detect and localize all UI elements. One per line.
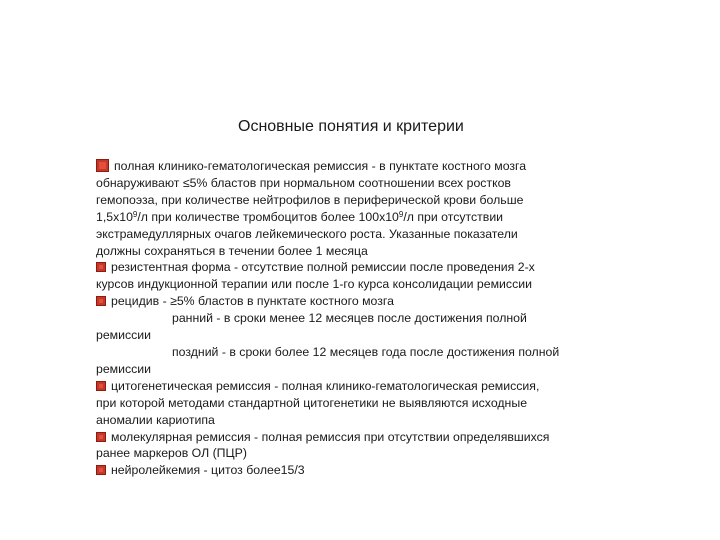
list-item-text: ремиссии (96, 328, 152, 343)
list-item-text (96, 209, 626, 226)
list-item-molecular-remission (96, 429, 626, 463)
list-item-text: цитогенетическая ремиссия - полная клинико-гематологическая ремиссия, (111, 378, 540, 393)
list-item-text: ремиссии (96, 361, 152, 376)
text-fragment: 1,5х10 (96, 209, 133, 224)
list-item-text: ранее маркеров ОЛ (ПЦР) (96, 446, 247, 461)
red-square-bullet-icon (96, 262, 106, 272)
red-square-bullet-icon (96, 296, 106, 306)
list-item-text: рецидив - ≥5% бластов в пунктате костного мозга (111, 294, 394, 309)
red-square-bullet-icon (96, 381, 106, 391)
list-item-text: ранний - в сроки менее 12 месяцев после достижения полной (172, 311, 527, 326)
list-item-text: поздний - в сроки более 12 месяцев года после достижения полной (172, 344, 560, 359)
list-item-relapse (96, 293, 626, 378)
red-square-bullet-icon (96, 465, 106, 475)
list-item-neuroleukemia (96, 462, 626, 479)
list-item-text: курсов индукционной терапии или после 1-го курса консолидации ремиссии (96, 277, 532, 292)
list-item-text: экстрамедуллярных очагов лейкемического роста. Указанные показатели (96, 226, 518, 241)
list-item-text: гемопоэза, при количестве нейтрофилов в периферической крови больше (96, 192, 524, 207)
red-square-bullet-icon (96, 432, 106, 442)
list-item-text: резистентная форма - отсутствие полной ремиссии после проведения 2-х (111, 260, 535, 275)
list-item-text: обнаруживают ≤5% бластов при нормальном соотношении всех ростков (96, 175, 511, 190)
red-square-bullet-icon (96, 159, 109, 172)
criteria-list (96, 158, 626, 479)
superscript: 9 (398, 209, 404, 219)
list-item-resistant-form (96, 259, 626, 293)
slide-title: Основные понятия и критерии (238, 118, 464, 135)
list-item-text: полная клинико-гематологическая ремиссия - в пунктате костного мозга (114, 159, 527, 173)
list-item-text: аномалии кариотипа (96, 412, 215, 427)
list-item-text: нейролейкемия - цитоз более15/3 (111, 463, 305, 478)
text-fragment: /л при отсутствии (403, 209, 504, 224)
list-item-text: должны сохраняться в течении более 1 месяца (96, 243, 368, 258)
list-item-complete-remission (96, 158, 626, 259)
list-item-text: при которой методами стандартной цитогенетики не выявляются исходные (96, 395, 528, 410)
superscript: 9 (132, 209, 138, 219)
list-item-text: молекулярная ремиссия - полная ремиссия при отсутствии определявшихся (111, 429, 550, 444)
text-fragment: /л при количестве тромбоцитов более 100х10 (137, 209, 399, 224)
list-item-cytogenetic-remission (96, 378, 626, 429)
